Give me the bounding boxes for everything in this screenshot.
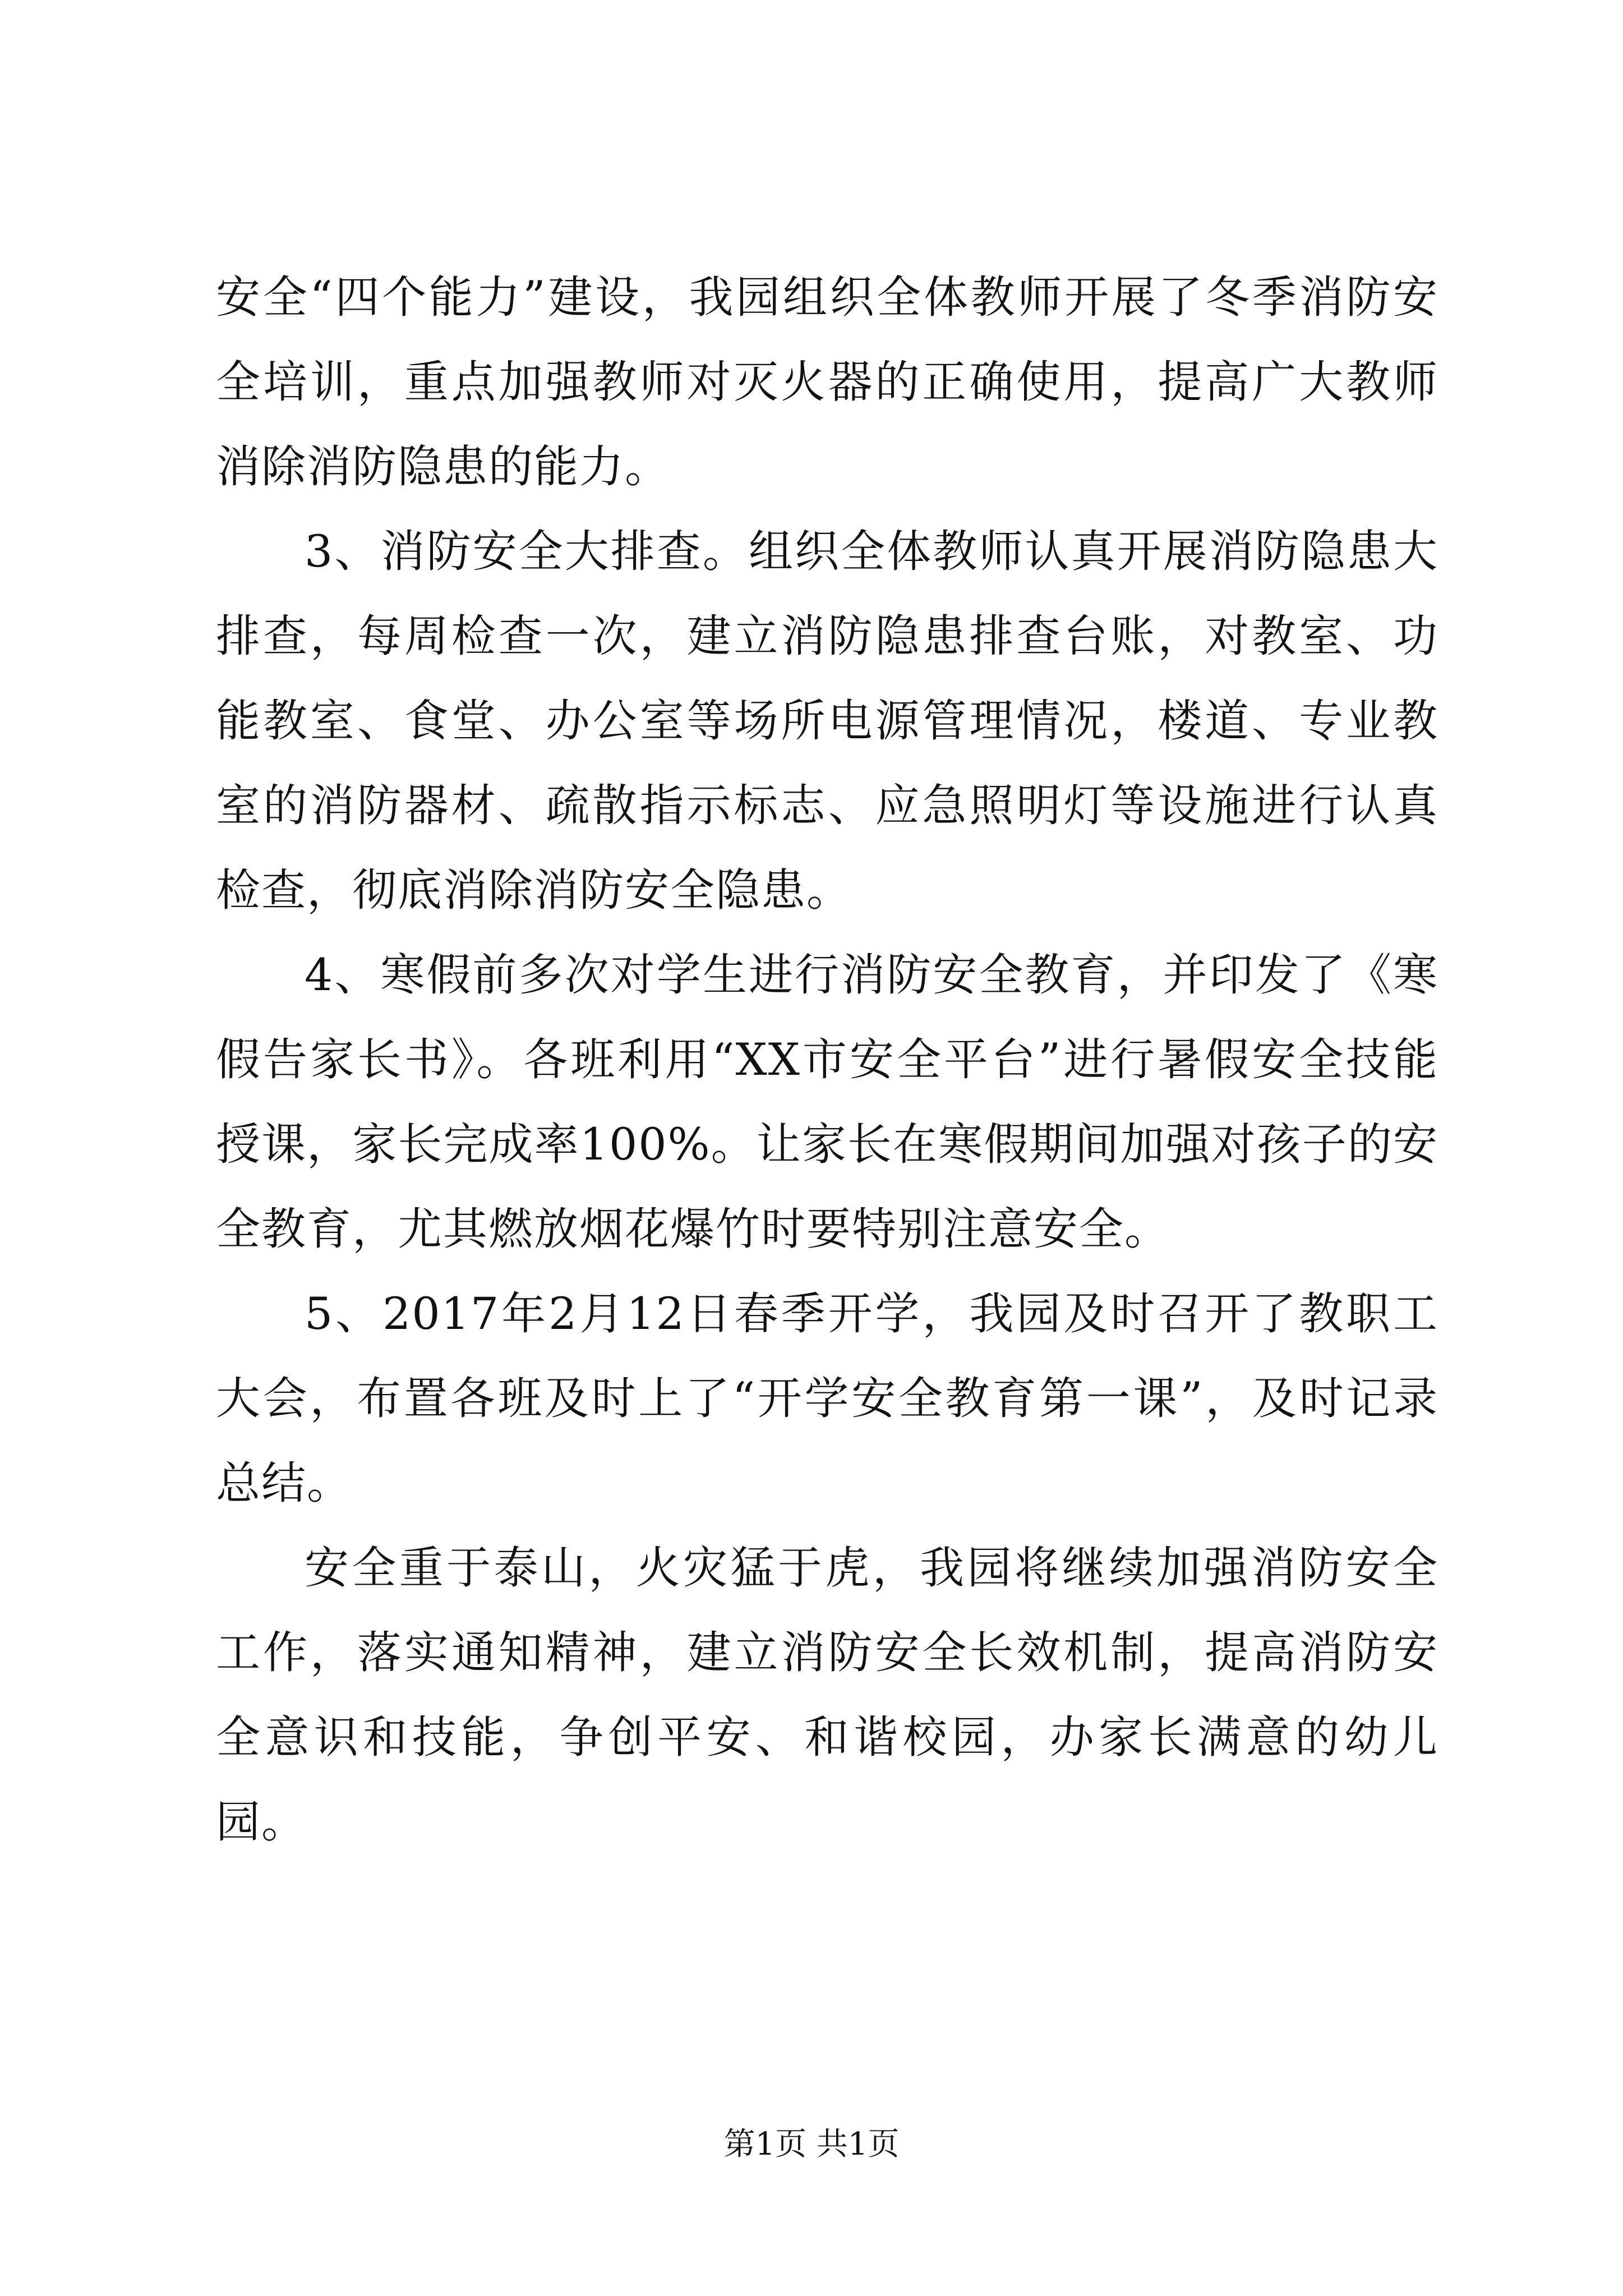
document-body [216, 255, 1438, 1865]
paragraph-item-4: 4、寒假前多次对学生进行消防安全教育，并印发了《寒假告家长书》。各班利用“XX市安全平台”进行暑假安全技能授课，家长完成率100%。让家长在寒假期间加强对孩子的安全教育，尤其燃放烟花爆竹时要特别注意安全。 [216, 949, 1438, 1255]
paragraph-continued: 安全“四个能力”建设，我园组织全体教师开展了冬季消防安全培训，重点加强教师对灭火器的正确使用，提高广大教师消除消防隐患的能力。 [216, 272, 1438, 493]
paragraph-item-3: 3、消防安全大排查。组织全体教师认真开展消防隐患大排查，每周检查一次，建立消防隐患排查台账，对教室、功能教室、食堂、办公室等场所电源管理情况，楼道、专业教室的消防器材、疏散指示标志、应急照明灯等设施进行认真检查，彻底消除消防安全隐患。 [216, 526, 1438, 916]
paragraph-item-5: 5、2017年2月12日春季开学，我园及时召开了教职工大会，布置各班及时上了“开学安全教育第一课”，及时记录总结。 [216, 1288, 1438, 1509]
paragraph-conclusion: 安全重于泰山，火灾猛于虎，我园将继续加强消防安全工作，落实通知精神，建立消防安全长效机制，提高消防安全意识和技能，争创平安、和谐校园，办家长满意的幼儿园。 [216, 1542, 1438, 1848]
page-number-footer: 第1页 共1页 [723, 2126, 900, 2162]
